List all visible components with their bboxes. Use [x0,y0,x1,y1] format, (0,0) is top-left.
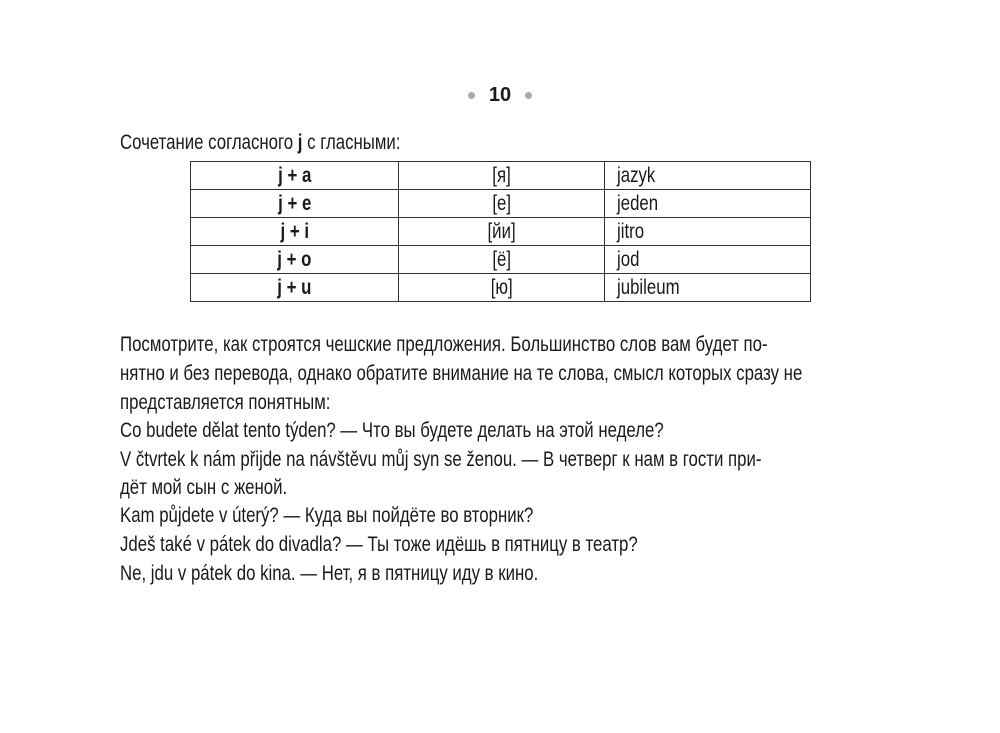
intro-bold: j [297,131,303,154]
table-row [191,162,811,190]
j-combinations-table [190,161,811,302]
combo-cell: j + e [277,192,312,215]
bullet-dot [468,92,475,99]
intro-text [120,129,400,157]
example-line: Kam půjdete v úterý? — Куда вы пойдёте во вторник? [120,504,534,527]
example-line: Ne, jdu v pátek do kina. — Нет, я в пятницу иду в кино. [120,562,539,585]
combo-cell: j + a [277,164,312,187]
combo-cell: j + i [280,220,309,243]
example-line: Co budete dělat tento týden? — Что вы будете делать на этой неделе? [120,419,664,442]
table-row [191,274,811,302]
paragraph-line: Посмотрите, как строятся чешские предложения. Большинство слов вам будет по- [120,333,768,356]
example-cell: jod [617,248,640,271]
example-cell: jazyk [617,164,656,187]
example-cell: jubileum [617,276,680,299]
example-line: Jdeš také v pátek do divadla? — Ты тоже идёшь в пятницу в театр? [120,533,638,556]
example-line: V čtvrtek k nám přijde na návštěvu můj syn se ženou. — В четверг к нам в гости при- [120,448,762,471]
intro-before: Сочетание согласного [120,131,298,154]
sound-cell: [я] [492,164,511,187]
intro-after: с гласными: [302,131,401,154]
table-row [191,218,811,246]
sound-cell: [ё] [492,248,511,271]
sound-cell: [е] [492,192,511,215]
combo-cell: j + u [277,276,312,299]
sound-cell: [ю] [490,276,513,299]
example-line: дёт мой сын с женой. [120,476,288,499]
example-cell: jitro [617,220,645,243]
bullet-dot [525,92,532,99]
paragraph-line: представляется понятным: [120,391,331,414]
table-row [191,246,811,274]
example-cell: jeden [617,192,659,215]
paragraph-line: нятно и без перевода, однако обратите внимание на те слова, смысл которых сразу не [120,362,803,385]
sound-cell: [йи] [487,220,516,243]
table-row [191,190,811,218]
page-number-text: 10 [488,84,512,106]
page-number [0,84,1000,107]
combo-cell: j + o [277,248,312,271]
